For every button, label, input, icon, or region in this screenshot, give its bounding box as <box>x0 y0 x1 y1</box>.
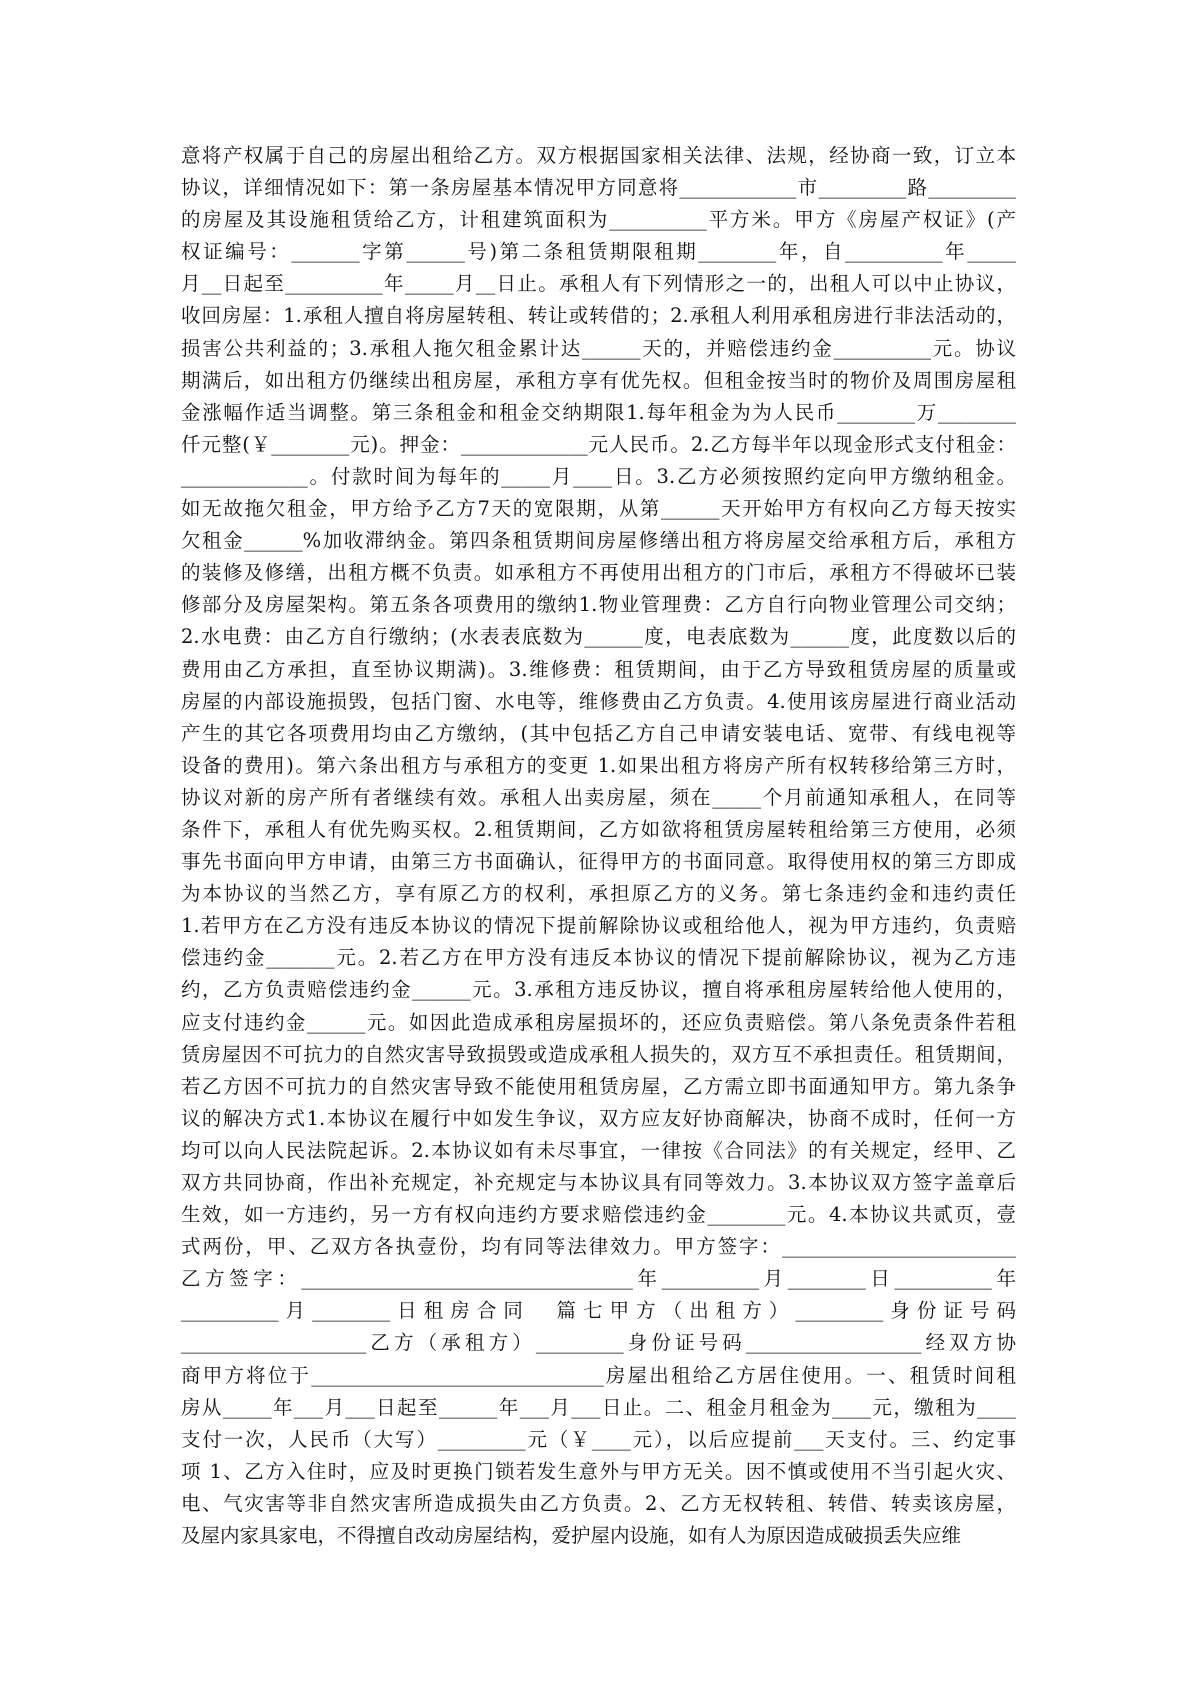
text-line: 金涨幅作适当调整。第三条租金和租金交纳期限1.每年租金为为人民币________万________ <box>181 400 1016 424</box>
text-line: 的房屋及其设施租赁给乙方，计租建筑面积为__________平方米。甲方《房屋产权证》(产 <box>181 208 1016 232</box>
text-line: ___________________乙方（承租方）_________身份证号码__________________经双方协 <box>181 1331 1016 1355</box>
text-line: 损害公共利益的；3.承租人拖欠租金累计达______天的，并赔偿违约金__________元。协议 <box>181 336 1016 360</box>
text-line: 期满后，如出租方仍继续出租房屋，承租方享有优先权。但租金按当时的物价及周围房屋租 <box>181 368 1016 392</box>
contract-body <box>181 140 1016 1552</box>
text-line: 及屋内家具家电，不得擅自改动房屋结构，爱护屋内设施，如有人为原因造成破损丢失应维 <box>181 1524 962 1548</box>
text-line: 欠租金______%加收滞纳金。第四条租赁期间房屋修缮出租方将房屋交给承租方后，承租方 <box>181 529 1016 553</box>
text-line: 意将产权属于自己的房屋出租给乙方。双方根据国家相关法律、法规，经协商一致，订立本 <box>181 144 1016 167</box>
text-line: 费用由乙方承担，直至协议期满)。3.维修费：租赁期间，由于乙方导致租赁房屋的质量或 <box>181 657 1016 681</box>
text-line: 月__日起至__________年_____月__日止。承租人有下列情形之一的，出租人可以中止协议， <box>181 272 1016 296</box>
text-line: __________月________日租房合同 篇七甲方（出租方）_________身份证号码 <box>181 1299 1016 1323</box>
text-line: 协议，详细情况如下：第一条房屋基本情况甲方同意将____________市_________路_________ <box>181 176 1016 200</box>
text-line: 为本协议的当然乙方，享有原乙方的权利，承担原乙方的义务。第七条违约金和违约责任 <box>181 882 1016 906</box>
text-line: 设备的费用)。第六条出租方与承租方的变更 1.如果出租方将房产所有权转移给第三方时， <box>181 753 1016 777</box>
text-line: 赁房屋因不可抗力的自然灾害导致损毁或造成承租人损失的，双方互不承担责任。租赁期间， <box>181 1042 1016 1066</box>
text-line: 事先书面向甲方申请，由第三方书面确认，征得甲方的书面同意。取得使用权的第三方即成 <box>181 850 1016 874</box>
text-line: 2.水电费：由乙方自行缴纳；(水表表底数为______度，电表底数为______度，此度数以后的 <box>181 625 1016 649</box>
text-line: 应支付违约金______元。如因此造成承租房屋损坏的，还应负责赔偿。第八条免责条件若租 <box>181 1010 1016 1034</box>
text-line: 产生的其它各项费用均由乙方缴纳，(其中包括乙方自己申请安装电话、宽带、有线电视等 <box>181 721 1016 745</box>
text-line: 均可以向人民法院起诉。2.本协议如有未尽事宜，一律按《合同法》的有关规定，经甲、乙 <box>181 1138 1016 1162</box>
text-line: 电、气灾害等非自然灾害所造成损失由乙方负责。2、乙方无权转租、转借、转卖该房屋， <box>181 1491 1016 1515</box>
text-line: 如无故拖欠租金，甲方给予乙方7天的宽限期，从第______天开始甲方有权向乙方每天按实 <box>181 497 1016 521</box>
text-line: 协议对新的房产所有者继续有效。承租人出卖房屋，须在_____个月前通知承租人，在同等 <box>181 785 1016 809</box>
text-line: 修部分及房屋架构。第五条各项费用的缴纳1.物业管理费：乙方自行向物业管理公司交纳； <box>181 593 1016 617</box>
text-line: 若乙方因不可抗力的自然灾害导致不能使用租赁房屋，乙方需立即书面通知甲方。第九条争 <box>181 1074 1016 1098</box>
text-line: 支付一次，人民币（大写）_________元（￥____元），以后应提前___天支付。三、约定事 <box>181 1427 1016 1451</box>
text-line: 1.若甲方在乙方没有违反本协议的情况下提前解除协议或租给他人，视为甲方违约，负责赔 <box>181 914 1016 938</box>
text-line: 生效，如一方违约，另一方有权向违约方要求赔偿违约金________元。4.本协议共贰页，壹 <box>181 1203 1016 1227</box>
text-line: 乙方签字：__________________________________年__________月________日__________年 <box>181 1267 1016 1291</box>
text-line: 条件下，承租人有优先购买权。2.租赁期间，乙方如欲将租赁房屋转租给第三方使用，必须 <box>181 817 1016 841</box>
text-line: 议的解决方式1.本协议在履行中如发生争议，双方应友好协商解决，协商不成时，任何一方 <box>181 1106 1016 1130</box>
text-line: 仟元整(￥________元)。押金：_____________元人民币。2.乙方每半年以现金形式支付租金： <box>181 432 1016 456</box>
text-line: 偿违约金_______元。2.若乙方在甲方没有违反本协议的情况下提前解除协议，视为乙方违 <box>181 946 1016 970</box>
text-line: 房从_____年___月___日起至______年___月___日止。二、租金月租金为____元，缴租为____ <box>181 1395 1016 1419</box>
text-line: 约，乙方负责赔偿违约金______元。3.承租方违反协议，擅自将承租房屋转给他人使用的， <box>181 978 1016 1002</box>
text-line: 收回房屋：1.承租人擅自将房屋转租、转让或转借的；2.承租人利用承租房进行非法活动的， <box>181 304 1016 328</box>
text-line: 商甲方将位于______________________________房屋出租给乙方居住使用。一、租赁时间租 <box>181 1363 1016 1387</box>
text-line: 权证编号：_______字第______号)第二条租赁期限租期________年，自__________年_____ <box>181 240 1016 264</box>
text-line: 房屋的内部设施损毁，包括门窗、水电等，维修费由乙方负责。4.使用该房屋进行商业活动 <box>181 689 1016 713</box>
text-line: 的装修及修缮，出租方概不负责。如承租方不再使用出租方的门市后，承租方不得破坏已装 <box>181 561 1016 585</box>
text-line: 式两份，甲、乙双方各执壹份，均有同等法律效力。甲方签字：________________________ <box>181 1235 1016 1259</box>
text-line: _____________。付款时间为每年的_____月____日。3.乙方必须按照约定向甲方缴纳租金。 <box>181 464 1016 488</box>
text-line: 双方共同协商，作出补充规定，补充规定与本协议具有同等效力。3.本协议双方签字盖章后 <box>181 1171 1016 1194</box>
text-line: 项 1、乙方入住时，应及时更换门锁若发生意外与甲方无关。因不慎或使用不当引起火灾、 <box>181 1459 1016 1483</box>
